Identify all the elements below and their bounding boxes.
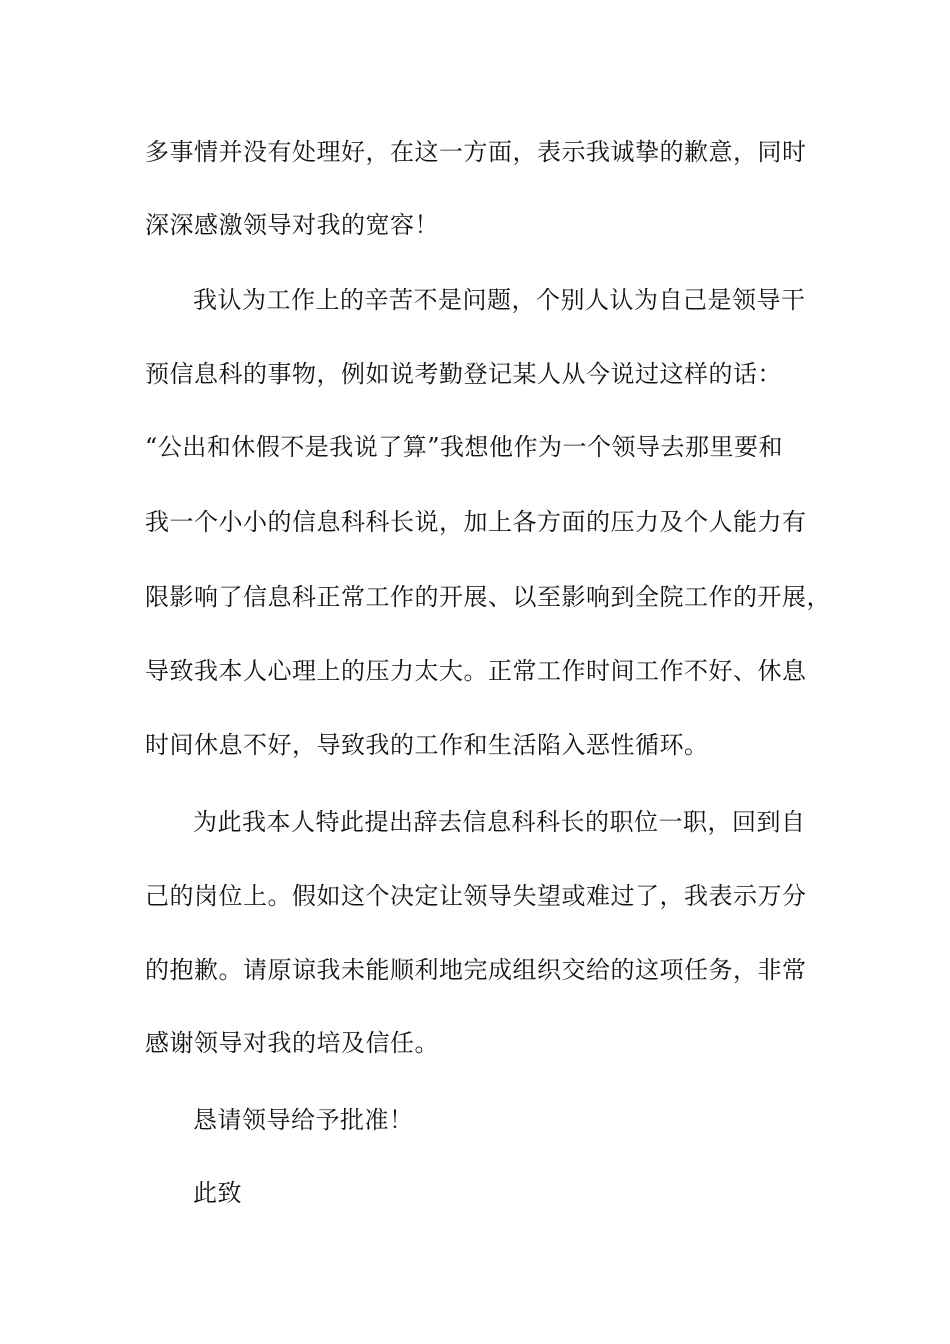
text-line: 预信息科的事物，例如说考勤登记某人从今说过这样的话： bbox=[145, 360, 782, 388]
text-line: “公出和休假不是我说了算”我想他作为一个领导去那里要和 bbox=[145, 433, 784, 461]
text-line: 时间休息不好，导致我的工作和生活陷入恶性循环。 bbox=[145, 731, 709, 759]
text-line: 感谢领导对我的培及信任。 bbox=[145, 1029, 439, 1057]
paragraph-start-line: 为此我本人特此提出辞去信息科科长的职位一职，回到自 bbox=[193, 808, 806, 836]
text-line: 导致我本人心理上的压力太大。正常工作时间工作不好、休息 bbox=[145, 657, 807, 685]
text-line: 深深感激领导对我的宽容！ bbox=[145, 211, 439, 239]
text-line: 多事情并没有处理好，在这一方面，表示我诚挚的歉意，同时 bbox=[145, 138, 807, 166]
text-line: 限影响了信息科正常工作的开展、以至影响到全院工作的开展， bbox=[145, 583, 831, 611]
salutation-line: 此致 bbox=[193, 1179, 242, 1207]
paragraph-start-line: 我认为工作上的辛苦不是问题，个别人认为自己是领导干 bbox=[193, 286, 806, 314]
text-line: 的抱歉。请原谅我未能顺利地完成组织交给的这项任务，非常 bbox=[145, 956, 807, 984]
text-line: 己的岗位上。假如这个决定让领导失望或难过了，我表示万分 bbox=[145, 882, 807, 910]
request-line: 恳请领导给予批准！ bbox=[193, 1106, 414, 1134]
text-line: 我一个小小的信息科科长说，加上各方面的压力及个人能力有 bbox=[145, 508, 807, 536]
